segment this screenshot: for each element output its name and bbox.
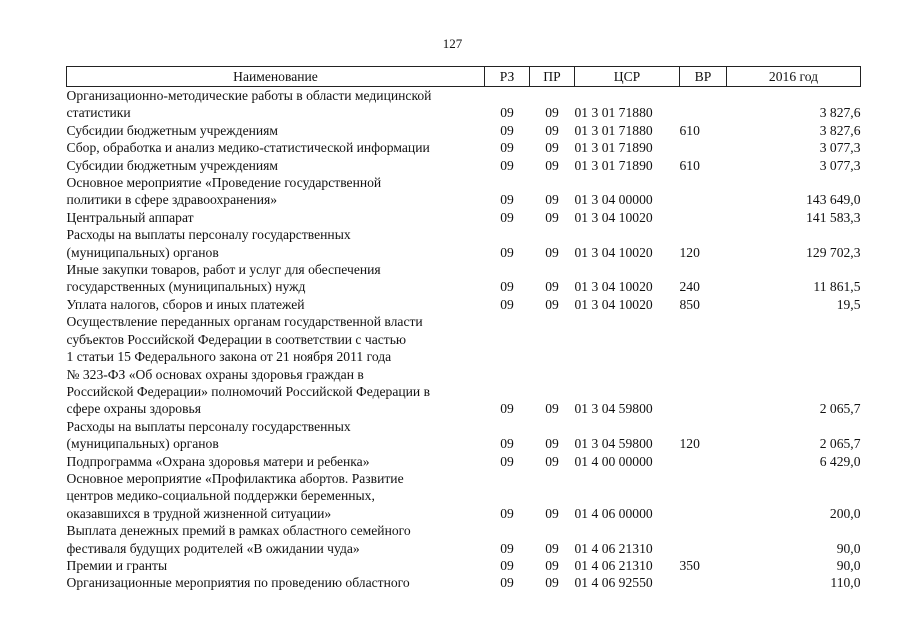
- row-name-line: Расходы на выплаты персоналу государственных: [66, 418, 351, 434]
- row-rz: 09: [500, 279, 514, 295]
- row-name-line: Уплата налогов, сборов и иных платежей: [66, 296, 305, 312]
- row-csr: 01 3 04 10020: [574, 279, 653, 295]
- table-row: [67, 574, 861, 591]
- row-pr: 09: [545, 105, 559, 121]
- row-name-line: Основное мероприятие «Профилактика абортов. Развитие: [66, 470, 404, 486]
- row-vr: [680, 470, 727, 522]
- row-vr: [680, 522, 727, 557]
- row-amount: 11 861,5: [813, 279, 861, 295]
- row-rz: 09: [500, 453, 514, 469]
- header-vr: ВР: [680, 67, 727, 87]
- row-pr: 09: [545, 192, 559, 208]
- row-pr: 09: [545, 296, 559, 312]
- table-row: [67, 209, 861, 226]
- row-csr: 01 3 01 71890: [574, 157, 653, 173]
- row-amount: 2 065,7: [819, 436, 861, 452]
- row-rz: 09: [500, 105, 514, 121]
- row-csr: 01 3 04 10020: [574, 296, 653, 312]
- row-name: [67, 226, 485, 261]
- row-name: [67, 209, 485, 226]
- row-name-line: Иные закупки товаров, работ и услуг для обеспечения: [66, 262, 381, 278]
- row-amount: 3 077,3: [819, 140, 861, 156]
- table-row: [67, 557, 861, 574]
- row-name: [67, 313, 485, 417]
- row-csr: 01 4 06 92550: [574, 575, 653, 591]
- row-pr: 09: [545, 279, 559, 295]
- row-rz: 09: [500, 244, 514, 260]
- row-name: [67, 139, 485, 156]
- row-name-line: № 323-ФЗ «Об основах охраны здоровья граждан в: [66, 366, 364, 382]
- row-name-line: Центральный аппарат: [66, 209, 194, 225]
- row-name-line: субъектов Российской Федерации в соответствии с частью: [66, 331, 407, 347]
- row-vr: 610: [679, 157, 700, 173]
- row-name-line: Организационно-методические работы в области медицинской: [66, 88, 432, 103]
- row-amount: 200,0: [829, 505, 861, 521]
- row-name: [67, 418, 485, 453]
- row-name: [67, 453, 485, 470]
- row-name-line: Осуществление переданных органам государственной власти: [66, 314, 423, 330]
- row-pr: 09: [545, 540, 559, 556]
- row-name: [67, 522, 485, 557]
- row-name-line: 1 статьи 15 Федерального закона от 21 ноября 2011 года: [66, 349, 392, 365]
- header-rz: РЗ: [485, 67, 530, 87]
- row-vr: [680, 313, 727, 417]
- row-rz: 09: [500, 575, 514, 591]
- table-row: [67, 261, 861, 296]
- table-row: [67, 122, 861, 139]
- row-pr: 09: [545, 453, 559, 469]
- row-rz: 09: [500, 157, 514, 173]
- table-row: [67, 174, 861, 209]
- row-rz: 09: [500, 140, 514, 156]
- row-csr: 01 4 06 21310: [574, 557, 653, 573]
- row-name-line: государственных (муниципальных) нужд: [66, 279, 306, 295]
- row-rz: 09: [500, 122, 514, 138]
- row-rz: 09: [500, 540, 514, 556]
- table-row: [67, 313, 861, 417]
- row-amount: 3 827,6: [819, 122, 861, 138]
- row-vr: [680, 139, 727, 156]
- page-number: 127: [442, 36, 463, 51]
- row-name-line: фестиваля будущих родителей «В ожидании чуда»: [66, 540, 360, 556]
- table-header-row: [67, 67, 861, 87]
- row-name-line: сфере охраны здоровья: [66, 401, 201, 417]
- row-vr: 240: [679, 279, 700, 295]
- row-csr: 01 4 06 21310: [574, 540, 653, 556]
- row-name-line: Российской Федерации» полномочий Российской Федерации в: [66, 383, 431, 399]
- row-amount: 3 077,3: [819, 157, 861, 173]
- row-pr: 09: [545, 140, 559, 156]
- row-rz: 09: [500, 557, 514, 573]
- row-rz: 09: [500, 505, 514, 521]
- table-row: [67, 87, 861, 122]
- row-name: [67, 296, 485, 313]
- row-amount: 2 065,7: [819, 401, 861, 417]
- row-vr: 350: [679, 557, 700, 573]
- row-vr: 120: [679, 244, 700, 260]
- table-row: [67, 453, 861, 470]
- row-vr: 120: [679, 436, 700, 452]
- row-name: [67, 557, 485, 574]
- row-name-line: политики в сфере здравоохранения»: [66, 192, 278, 208]
- row-csr: 01 3 01 71880: [574, 105, 653, 121]
- row-pr: 09: [545, 436, 559, 452]
- row-csr: 01 3 04 59800: [574, 436, 653, 452]
- row-name: [67, 87, 485, 122]
- row-vr: [680, 453, 727, 470]
- row-rz: 09: [500, 192, 514, 208]
- table-row: [67, 157, 861, 174]
- row-pr: 09: [545, 244, 559, 260]
- row-pr: 09: [545, 575, 559, 591]
- row-amount: 129 702,3: [806, 244, 861, 260]
- row-amount: 6 429,0: [819, 453, 861, 469]
- row-pr: 09: [545, 122, 559, 138]
- row-csr: 01 3 04 00000: [574, 192, 653, 208]
- row-amount: 3 827,6: [819, 105, 861, 121]
- table-row: [67, 296, 861, 313]
- row-pr: 09: [545, 157, 559, 173]
- row-rz: 09: [500, 401, 514, 417]
- row-vr: 610: [679, 122, 700, 138]
- row-rz: 09: [500, 296, 514, 312]
- row-vr: [680, 574, 727, 591]
- header-csr: ЦСР: [575, 67, 680, 87]
- row-name: [67, 261, 485, 296]
- row-vr: [680, 209, 727, 226]
- table-row: [67, 470, 861, 522]
- row-amount: 110,0: [830, 575, 861, 591]
- row-amount: 90,0: [836, 557, 861, 573]
- row-name-line: Организационные мероприятия по проведению областного: [66, 575, 410, 591]
- row-name: [67, 174, 485, 209]
- row-rz: 09: [500, 209, 514, 225]
- row-name-line: (муниципальных) органов: [66, 244, 219, 260]
- row-name-line: Премии и гранты: [66, 557, 168, 573]
- row-csr: 01 3 04 10020: [574, 209, 653, 225]
- row-name-line: Субсидии бюджетным учреждениям: [66, 122, 279, 138]
- row-pr: 09: [545, 401, 559, 417]
- row-pr: 09: [545, 505, 559, 521]
- row-pr: 09: [545, 209, 559, 225]
- table-row: [67, 522, 861, 557]
- header-year: 2016 год: [727, 67, 861, 87]
- row-name-line: Выплата денежных премий в рамках областного семейного: [66, 523, 411, 539]
- row-amount: 141 583,3: [806, 209, 861, 225]
- row-csr: 01 3 01 71890: [574, 140, 653, 156]
- row-csr: 01 3 04 10020: [574, 244, 653, 260]
- row-csr: 01 4 00 00000: [574, 453, 653, 469]
- row-csr: 01 3 01 71880: [574, 122, 653, 138]
- row-name-line: Подпрограмма «Охрана здоровья матери и ребенка»: [66, 453, 370, 469]
- row-name-line: Расходы на выплаты персоналу государственных: [66, 227, 351, 243]
- table-row: [67, 226, 861, 261]
- row-amount: 19,5: [836, 296, 861, 312]
- row-csr: 01 4 06 00000: [574, 505, 653, 521]
- table-row: [67, 139, 861, 156]
- row-name-line: статистики: [66, 105, 131, 121]
- row-csr: 01 3 04 59800: [574, 401, 653, 417]
- row-vr: 850: [679, 296, 700, 312]
- row-vr: [680, 87, 727, 122]
- row-amount: 143 649,0: [806, 192, 861, 208]
- row-amount: 90,0: [836, 540, 861, 556]
- row-name: [67, 574, 485, 591]
- row-name-line: (муниципальных) органов: [66, 436, 219, 452]
- row-name-line: оказавшихся в трудной жизненной ситуации»: [66, 505, 332, 521]
- header-pr: ПР: [530, 67, 575, 87]
- budget-table: [66, 66, 861, 592]
- header-name: Наименование: [67, 67, 485, 87]
- row-name-line: Субсидии бюджетным учреждениям: [66, 157, 279, 173]
- row-name-line: Основное мероприятие «Проведение государственной: [66, 175, 382, 191]
- row-vr: [680, 174, 727, 209]
- row-name: [67, 122, 485, 139]
- row-rz: 09: [500, 436, 514, 452]
- row-name: [67, 470, 485, 522]
- row-name: [67, 157, 485, 174]
- table-row: [67, 418, 861, 453]
- row-name-line: Сбор, обработка и анализ медико-статистической информации: [66, 140, 430, 156]
- row-pr: 09: [545, 557, 559, 573]
- row-name-line: центров медико-социальной поддержки беременных,: [66, 488, 375, 504]
